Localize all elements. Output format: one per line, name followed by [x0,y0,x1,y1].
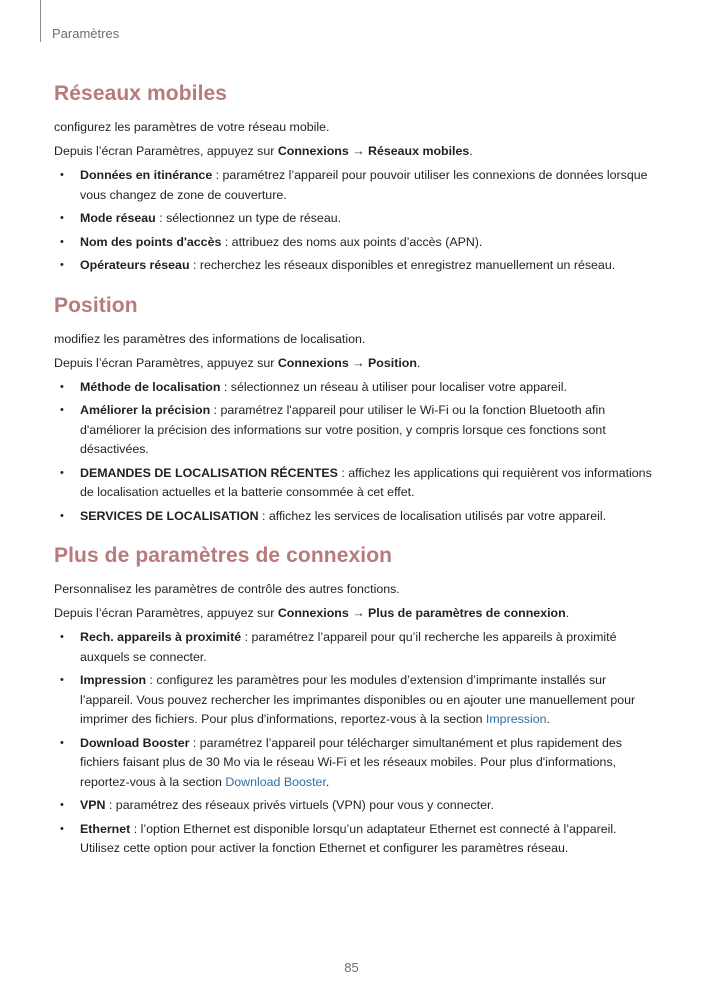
option-list [54,166,654,276]
list-item: • Ethernet : l’option Ethernet est disponible lorsqu’un adaptateur Ethernet est connecté à l’appareil. Utilisez cette option pour activer la fonction Ethernet et configurer les paramètres réseau. [60,821,617,855]
list-item: • Rech. appareils à proximité : paramétrez l’appareil pour qu’il recherche les appareils à proximité auxquels se connecter. [60,630,617,664]
section-position [54,294,654,527]
section-intro: configurez les paramètres de votre réseau mobile. [54,120,330,134]
list-item: • VPN : paramétrez des réseaux privés virtuels (VPN) pour vous y connecter. [60,798,494,812]
navigation-path: Depuis l’écran Paramètres, appuyez sur Connexions → Position. [54,355,421,370]
section-intro: Personnalisez les paramètres de contrôle des autres fonctions. [54,582,400,596]
header-rule [40,0,41,42]
list-item: • Opérateurs réseau : recherchez les réseaux disponibles et enregistrez manuellement un réseau. [60,258,616,272]
list-item: • Nom des points d'accès : attribuez des noms aux points d’accès (APN). [60,234,483,249]
list-item: • Améliorer la précision : paramétrez l'appareil pour utiliser le Wi-Fi ou la fonction Bluetooth afin d'améliorer la précision des informations sur votre position, y compris lorsque ces fonctions sont désactivées. [60,403,606,456]
list-item: • Mode réseau : sélectionnez un type de réseau. [60,211,342,225]
navigation-path: Depuis l’écran Paramètres, appuyez sur Connexions → Réseaux mobiles. [54,144,473,158]
page-number: 85 [344,960,359,975]
list-item: • Download Booster : paramétrez l’appareil pour télécharger simultanément et plus rapidement des fichiers faisant plus de 30 Mo via le réseau Wi-Fi et les réseaux mobiles. Pour plus d'informations, reportez-vous à la section Download Booster. [60,735,622,789]
page-content [54,82,654,877]
section-title: Plus de paramètres de connexion [54,544,393,567]
section-title: Réseaux mobiles [54,82,228,105]
list-item: • DEMANDES DE LOCALISATION RÉCENTES : affichez les applications qui requièrent vos informations de localisation actuelles et la batterie consommée à cet effet. [60,465,652,499]
download-booster-link[interactable]: Download Booster [225,774,326,789]
running-header: Paramètres [52,26,120,41]
list-item: • Méthode de localisation : sélectionnez un réseau à utiliser pour localiser votre appareil. [60,379,567,394]
option-list [54,628,654,859]
option-list [54,378,654,527]
section-title: Position [54,293,138,317]
section-mobile-networks [54,82,654,276]
impression-link[interactable]: Impression [485,712,547,726]
section-more-connection-settings [54,544,654,859]
list-item: • Données en itinérance : paramétrez l’appareil pour pouvoir utiliser les connexions de données lorsque vous changez de zone de couverture. [60,168,648,202]
list-item: • SERVICES DE LOCALISATION : affichez les services de localisation utilisés par votre appareil. [60,508,607,523]
list-item: • Impression : configurez les paramètres pour les modules d’extension d’imprimante installés sur l’appareil. Vous pouvez rechercher les imprimantes disponibles ou en ajouter une manuellement pour imprimer des fichiers. Pour plus d'informations, reportez-vous à la section Impression. [60,673,636,726]
section-intro: modifiez les paramètres des informations de localisation. [54,331,366,346]
navigation-path: Depuis l’écran Paramètres, appuyez sur Connexions → Plus de paramètres de connexion. [54,606,570,620]
